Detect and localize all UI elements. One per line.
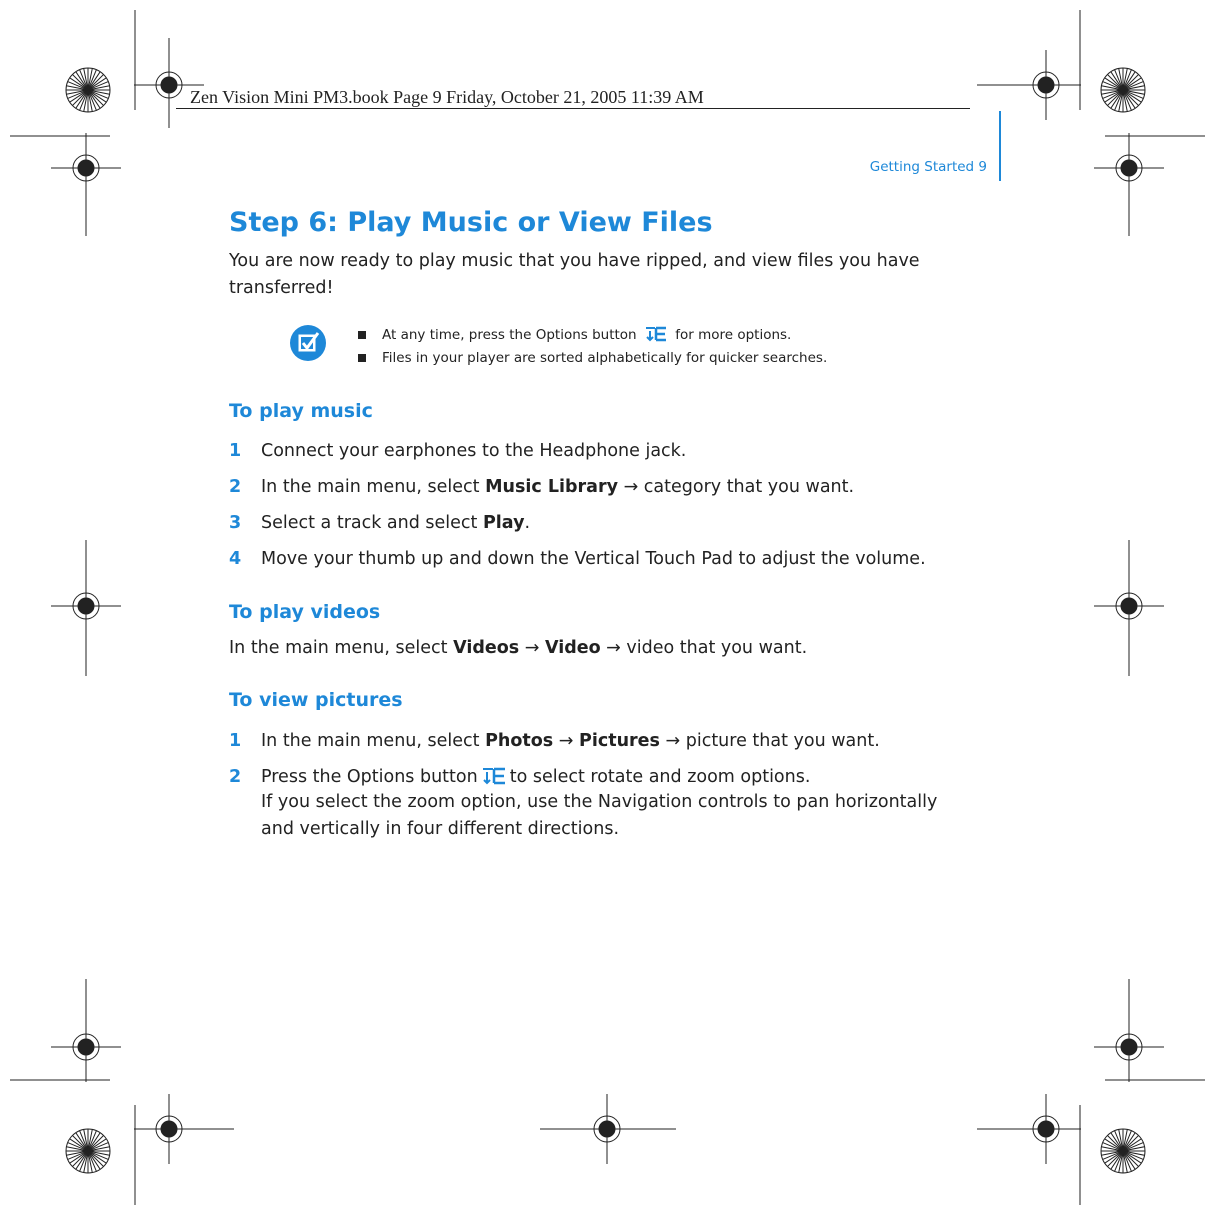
list-item: [229, 547, 926, 571]
step-number: 2: [229, 767, 242, 787]
menu-item-name: Video: [544, 638, 601, 658]
menu-item-name: Videos: [453, 638, 520, 658]
registration-target: [51, 133, 121, 203]
starburst-mark-top-left: [63, 65, 113, 115]
menu-item-name: Music Library: [485, 477, 618, 497]
step-text: to select rotate and zoom options.: [509, 767, 811, 787]
registration-target: [51, 571, 121, 641]
note-text: for more options.: [675, 327, 792, 343]
step-continuation: If you select the zoom option, use the Navigation controls to pan horizontally: [261, 792, 938, 812]
slug-rule: [176, 108, 970, 109]
list-item: [229, 729, 880, 753]
running-head-bar: [999, 111, 1001, 181]
registration-target: [1094, 133, 1164, 203]
note-text: At any time, press the Options button: [382, 327, 637, 343]
step-text: Select a track and select: [261, 513, 483, 533]
menu-item-name: Play: [482, 513, 525, 533]
checkbox-note-icon: [289, 324, 327, 362]
step-text: .: [524, 513, 531, 533]
step-text: → category that you want.: [618, 477, 855, 497]
step-number: 2: [229, 477, 242, 497]
print-slug: Zen Vision Mini PM3.book Page 9 Friday, October 21, 2005 11:39 AM: [190, 87, 704, 107]
step-number: 1: [229, 731, 242, 751]
videos-paragraph: [229, 638, 807, 658]
arrow: →: [553, 731, 579, 751]
step-text: In the main menu, select: [261, 731, 486, 751]
step-continuation: and vertically in four different directions.: [261, 819, 620, 839]
list-item: [229, 765, 810, 789]
step-text: Connect your earphones to the Headphone jack.: [261, 441, 687, 461]
step-number: 3: [229, 513, 242, 533]
section-heading-music: To play music: [229, 400, 373, 422]
registration-target: [1011, 50, 1081, 120]
running-head: Getting Started 9: [869, 159, 987, 175]
para-text: In the main menu, select: [229, 638, 454, 658]
starburst-mark-bottom-left: [63, 1126, 113, 1176]
section-heading-videos: To play videos: [229, 601, 381, 623]
step-text: → picture that you want.: [659, 731, 880, 751]
note-list: [356, 324, 827, 370]
section-heading-pictures: To view pictures: [229, 689, 403, 711]
list-item: [229, 475, 854, 499]
menu-item-name: Photos: [485, 731, 554, 751]
registration-target: [134, 1094, 204, 1164]
step-number: 4: [229, 549, 242, 569]
registration-target: [1094, 571, 1164, 641]
para-text: → video that you want.: [600, 638, 808, 658]
registration-target: [1094, 1012, 1164, 1082]
note-text: Files in your player are sorted alphabetically for quicker searches.: [382, 350, 828, 366]
list-item: [356, 324, 827, 347]
registration-target: [572, 1094, 642, 1164]
options-button-icon: [645, 326, 667, 342]
starburst-mark-top-right: [1098, 65, 1148, 115]
starburst-mark-bottom-right: [1098, 1126, 1148, 1176]
list-item: [229, 511, 530, 535]
registration-target: [51, 1012, 121, 1082]
arrow: →: [519, 638, 545, 658]
step-text: Move your thumb up and down the Vertical Touch Pad to adjust the volume.: [261, 549, 926, 569]
registration-target: [1011, 1094, 1081, 1164]
menu-item-name: Pictures: [579, 731, 660, 751]
intro-paragraph: You are now ready to play music that you have ripped, and view files you have transferred!: [229, 251, 920, 298]
registration-target: [134, 50, 204, 120]
step-number: 1: [229, 441, 242, 461]
options-button-icon: [482, 767, 506, 785]
page-title: Step 6: Play Music or View Files: [229, 207, 713, 238]
list-item: [356, 347, 827, 370]
step-text: In the main menu, select: [261, 477, 486, 497]
list-item: [229, 439, 686, 463]
step-text: Press the Options button: [261, 767, 478, 787]
